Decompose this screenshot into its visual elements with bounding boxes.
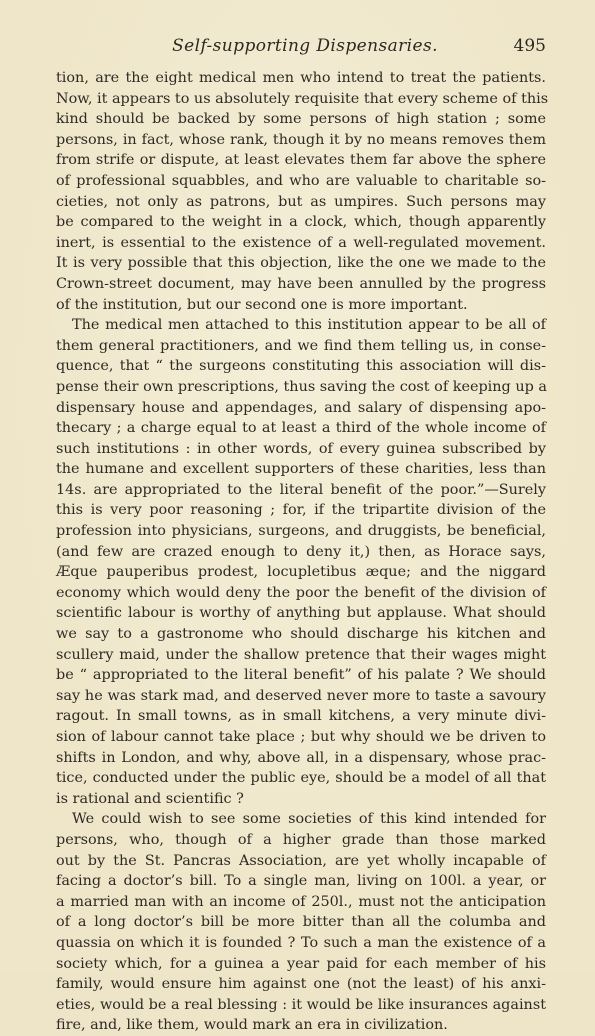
text-line: sion of labour cannot take place ; but why should we be driven to bbox=[56, 729, 546, 745]
page-header bbox=[56, 36, 546, 60]
text-line: thecary ; a charge equal to at least a third of the whole income of bbox=[56, 420, 546, 437]
text-line: profession into physicians, surgeons, and druggists, be beneficial, bbox=[56, 523, 546, 540]
text-line: of professional squabbles, and who are valuable to charitable so- bbox=[56, 172, 546, 189]
paragraph-start-line: We could wish to see some societies of this kind intended for bbox=[72, 811, 546, 828]
text-line: be compared to the weight in a clock, which, though apparently bbox=[56, 214, 546, 231]
body-text bbox=[56, 68, 549, 1036]
text-line: of a long doctor’s bill be more bitter than all the columba and bbox=[56, 914, 546, 931]
text-line: the humane and excellent supporters of these charities, less than bbox=[56, 461, 546, 478]
text-line: (and few are crazed enough to deny it,) then, as Horace says, bbox=[56, 543, 546, 560]
text-line: we say to a gastronome who should discharge his kitchen and bbox=[56, 626, 546, 643]
text-line: facing a doctor’s bill. To a single man, living on 100l. a year, or bbox=[56, 873, 546, 890]
text-line: scullery maid, under the shallow pretence that their wages might bbox=[56, 646, 546, 663]
text-line: a married man with an income of 250l., must not the anticipation bbox=[56, 893, 546, 910]
text-line: this is very poor reasoning ; for, if the tripartite division of the bbox=[56, 502, 546, 519]
text-line: inert, is essential to the existence of a well-regulated movement. bbox=[56, 234, 546, 251]
text-line: is rational and scientific ? bbox=[56, 790, 244, 807]
text-line: quence, that “ the surgeons constituting this association will dis- bbox=[56, 358, 546, 375]
text-line: dispensary house and appendages, and salary of dispensing apo- bbox=[56, 399, 546, 416]
text-line: from strife or dispute, at least elevates them far above the sphere bbox=[56, 152, 546, 169]
text-line: out by the St. Pancras Association, are yet wholly incapable of bbox=[56, 852, 546, 869]
text-line: society which, for a guinea a year paid for each member of his bbox=[56, 955, 546, 972]
text-line: them general practitioners, and we find them telling us, in conse- bbox=[56, 337, 546, 354]
text-line: tice, conducted under the public eye, should be a model of all that bbox=[56, 770, 546, 787]
text-line: fire, and, like them, would mark an era in civilization. bbox=[56, 1017, 448, 1034]
text-line: persons, who, though of a higher grade than those marked bbox=[56, 831, 546, 848]
paragraph-start-line: The medical men attached to this institution appear to be all of bbox=[72, 317, 546, 334]
text-line: shifts in London, and why, above all, in a dispensary, whose prac- bbox=[56, 749, 546, 766]
text-line: quassia on which it is founded ? To such a man the existence of a bbox=[56, 934, 546, 951]
page-number: 495 bbox=[513, 36, 546, 56]
text-line: It is very possible that this objection, like the one we made to the bbox=[56, 255, 546, 272]
text-line: of the institution, but our second one is more important. bbox=[56, 296, 468, 313]
text-line: ragout. In small towns, as in small kitchens, a very minute divi- bbox=[56, 708, 546, 725]
text-line: Crown-street document, may have been annulled by the progress bbox=[56, 275, 546, 292]
text-line: family, would ensure him against one (not the least) of his anxi- bbox=[56, 976, 546, 993]
text-line: be “ appropriated to the literal benefit” of his palate ? We should bbox=[56, 667, 546, 684]
text-line: kind should be backed by some persons of high station ; some bbox=[56, 111, 546, 128]
text-line: 14s. are appropriated to the literal benefit of the poor.”—Surely bbox=[56, 481, 546, 498]
text-line: economy which would deny the poor the benefit of the division of bbox=[56, 584, 546, 601]
text-line: such institutions : in other words, of every guinea subscribed by bbox=[56, 440, 546, 457]
running-title: Self-supporting Dispensaries. bbox=[172, 36, 438, 56]
text-line: Now, it appears to us absolutely requisite that every scheme of this bbox=[56, 90, 549, 107]
latin-quote-line: Æque pauperibus prodest, locupletibus æque; and the niggard bbox=[56, 564, 546, 581]
text-line: scientific labour is worthy of anything but applause. What should bbox=[56, 605, 546, 622]
text-line: cieties, not only as patrons, but as umpires. Such persons may bbox=[56, 193, 546, 210]
text-line: eties, would be a real blessing : it would be like insurances against bbox=[56, 996, 546, 1013]
text-line: pense their own prescriptions, thus saving the cost of keeping up a bbox=[56, 378, 547, 395]
text-line: tion, are the eight medical men who intend to treat the patients. bbox=[56, 70, 546, 86]
text-line: persons, in fact, whose rank, though it by no means removes them bbox=[56, 131, 546, 148]
text-line: say he was stark mad, and deserved never more to taste a savoury bbox=[56, 687, 546, 704]
